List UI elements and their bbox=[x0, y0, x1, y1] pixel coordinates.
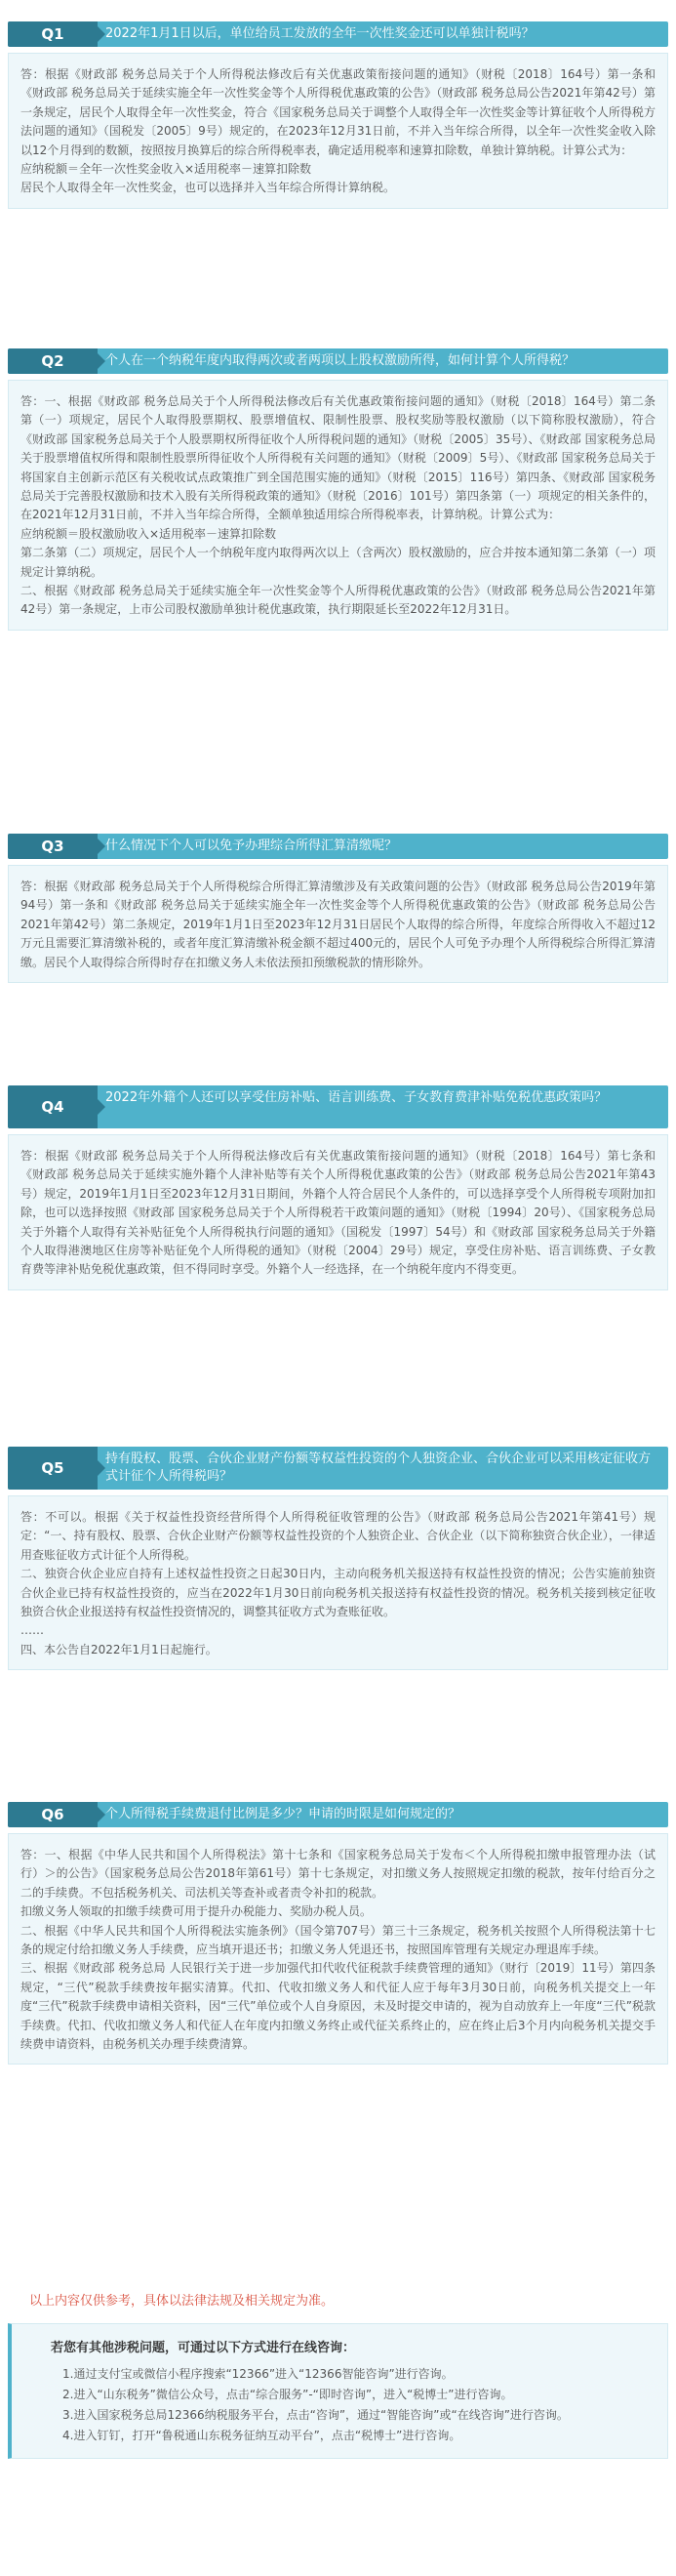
answer-paragraph: …… bbox=[20, 1623, 44, 1638]
answer-paragraph: 二、独资合伙企业应自持有上述权益性投资之日起30日内，主动向税务机关报送持有权益性投资的情况；公告实施前独资合伙企业已持有权益性投资的，应当在2022年1月30日前向税务机关报送持有权益性投资的情况。税务机关接到核定征收独资合伙企业报送持有权益性投资情况的，调整其征收方式为查账征收。 bbox=[20, 1567, 656, 1619]
faq-item-q4 bbox=[8, 1085, 668, 1290]
faq-number: Q6 bbox=[8, 1802, 98, 1827]
answer-paragraph: 答：一、根据《财政部 税务总局关于个人所得税法修改后有关优惠政策衔接问题的通知》（财税〔2018〕164号）第二条第（一）项规定，居民个人取得股票期权、股票增值权、限制性股票、股权奖励等股权激励（以下简称股权激励），符合《财政部 国家税务总局关于个人股票期权所得征收个人所得税问题的通知》（财税〔2005〕35号）、《财政部 国家税务总局关于股票增值权所得和限制性股票所得征收个人所得税有关问题的通知》（财税〔2009〕5号）、《财政部 国家税务总局关于将国家自主创新示范区有关税收试点政策推广到全国范围实施的通知》（财税〔2015〕116号）第四条、《财政部 国家税务总局关于完善股权激励和技术入股有关所得税政策的通知》（财税〔2016〕101号）第四条第（一）项规定的相关条件的，在2021年12月31日前，不并入当年综合所得，全额单独适用综合所得税率表，计算纳税。计算公式为： bbox=[20, 394, 656, 522]
faq-question-bar bbox=[8, 1802, 668, 1827]
faq-number: Q3 bbox=[8, 834, 98, 859]
faq-question-bar bbox=[8, 1447, 668, 1490]
faq-question: 2022年1月1日以后，单位给员工发放的全年一次性奖金还可以单独计税吗？ bbox=[105, 26, 535, 41]
faq-number: Q1 bbox=[8, 21, 98, 47]
faq-number: Q4 bbox=[8, 1085, 98, 1128]
faq-answer bbox=[8, 865, 668, 983]
answer-paragraph: 第二条第（二）项规定，居民个人一个纳税年度内取得两次以上（含两次）股权激励的，应合并按本通知第二条第（一）项规定计算纳税。 bbox=[20, 546, 656, 579]
faq-number: Q2 bbox=[8, 348, 98, 374]
faq-question: 2022年外籍个人还可以享受住房补贴、语言训练费、子女教育费津补贴免税优惠政策吗？ bbox=[105, 1090, 608, 1105]
consultation-item: 3.进入国家税务总局12366纳税服务平台，点击“咨询”，通过“智能咨询”或“在线咨询”进行咨询。 bbox=[62, 2408, 569, 2422]
faq-item-q5 bbox=[8, 1447, 668, 1670]
answer-paragraph: 居民个人取得全年一次性奖金，也可以选择并入当年综合所得计算纳税。 bbox=[20, 181, 396, 195]
faq-item-q6 bbox=[8, 1802, 668, 2065]
faq-question-bar bbox=[8, 348, 668, 374]
faq-answer bbox=[8, 1833, 668, 2065]
answer-paragraph: 扣缴义务人领取的扣缴手续费可用于提升办税能力、奖励办税人员。 bbox=[20, 1904, 373, 1919]
answer-paragraph: 四、本公告自2022年1月1日起施行。 bbox=[20, 1642, 218, 1656]
faq-number: Q5 bbox=[8, 1447, 98, 1490]
consultation-item: 2.进入“山东税务”微信公众号，点击“综合服务”-“即时咨询”，进入“税博士”进行咨询。 bbox=[62, 2388, 513, 2401]
answer-paragraph: 答：根据《财政部 税务总局关于个人所得税法修改后有关优惠政策衔接问题的通知》（财税〔2018〕164号）第七条和《财政部 税务总局关于延续实施外籍个人津补贴等有关个人所得税优惠政策的公告》（财政部 税务总局公告2021年第43号）规定，2019年1月1日至2023年12月31日期间，外籍个人符合居民个人条件的，可以选择享受个人所得税专项附加扣除，也可以选择按照《财政部 国家税务总局关于个人所得税若干政策问题的通知》（财税〔1994〕20号）、《国家税务总局关于外籍个人取得有关补贴征免个人所得税执行问题的通知》（国税发〔1997〕54号）和《财政部 国家税务总局关于外籍个人取得港澳地区住房等补贴征免个人所得税的通知》（财税〔2004〕29号）规定，享受住房补贴、语言训练费、子女教育费等津补贴免税优惠政策，但不得同时享受。外籍个人一经选择，在一个纳税年度内不得变更。 bbox=[20, 1149, 656, 1277]
answer-paragraph: 答：一、根据《中华人民共和国个人所得税法》第十七条和《国家税务总局关于发布＜个人所得税扣缴申报管理办法（试行）＞的公告》（国家税务总局公告2018年第61号）第十七条规定，对扣缴义务人按照规定扣缴的税款，按年付给百分之二的手续费。不包括税务机关、司法机关等查补或者责令补扣的税款。 bbox=[20, 1848, 656, 1900]
faq-item-q1 bbox=[8, 21, 668, 209]
disclaimer-note: 以上内容仅供参考，具体以法律法规及相关规定为准。 bbox=[29, 2294, 335, 2309]
faq-answer bbox=[8, 53, 668, 209]
faq-answer bbox=[8, 1134, 668, 1290]
answer-paragraph: 答：不可以。根据《关于权益性投资经营所得个人所得税征收管理的公告》（财政部 税务总局公告2021年第41号）规定：“一、持有股权、股票、合伙企业财产份额等权益性投资的个人独资企业、合伙企业（以下简称独资合伙企业），一律适用查账征收方式计征个人所得税。 bbox=[20, 1510, 656, 1562]
answer-paragraph: 答：根据《财政部 税务总局关于个人所得税法修改后有关优惠政策衔接问题的通知》（财税〔2018〕164号）第一条和《财政部 税务总局关于延续实施全年一次性奖金等个人所得税优惠政策的公告》（财政部 税务总局公告2021年第42号）第一条规定，居民个人取得全年一次性奖金，符合《国家税务总局关于调整个人取得全年一次性奖金等计算征收个人所得税方法问题的通知》（国税发〔2005〕9号）规定的，在2023年12月31日前，不并入当年综合所得，以全年一次性奖金收入除以12个月得到的数额，按照按月换算后的综合所得税率表，确定适用税率和速算扣除数，单独计算纳税。计算公式为： bbox=[20, 67, 656, 157]
answer-paragraph: 二、根据《财政部 税务总局关于延续实施全年一次性奖金等个人所得税优惠政策的公告》（财政部 税务总局公告2021年第42号）第一条规定，上市公司股权激励单独计税优惠政策，执行期限延长至2022年12月31日。 bbox=[20, 584, 656, 617]
consultation-item: 1.通过支付宝或微信小程序搜索“12366”进入“12366智能咨询”进行咨询。 bbox=[62, 2367, 454, 2381]
consultation-item: 4.进入钉钉，打开“鲁税通山东税务征纳互动平台”，点击“税博士”进行咨询。 bbox=[62, 2429, 461, 2442]
answer-paragraph: 应纳税额＝全年一次性奖金收入×适用税率－速算扣除数 bbox=[20, 162, 312, 177]
answer-paragraph: 三、根据《财政部 税务总局 人民银行关于进一步加强代扣代收代征税款手续费管理的通知》（财行〔2019〕11号）第四条规定，“三代”税款手续费按年据实清算。代扣、代收扣缴义务人和代征人应于每年3月30日前，向税务机关提交上一年度“三代”税款手续费申请相关资料，因“三代”单位或个人自身原因，未及时提交申请的，视为自动放弃上一年度“三代”税款手续费。代扣、代收扣缴义务人和代征人在年度内扣缴义务终止或代征关系终止的，应在终止后3个月内向税务机关提交手续费申请资料，由税务机关办理手续费清算。 bbox=[20, 1961, 656, 2052]
answer-paragraph: 答：根据《财政部 税务总局关于个人所得税综合所得汇算清缴涉及有关政策问题的公告》（财政部 税务总局公告2019年第94号）第一条和《财政部 税务总局关于延续实施全年一次性奖金等个人所得税优惠政策的公告》（财政部 税务总局公告2021年第42号）第二条规定，2019年1月1日至2023年12月31日居民个人取得的综合所得，年度综合所得收入不超过12万元且需要汇算清缴补税的，或者年度汇算清缴补税金额不超过400元的，居民个人可免予办理个人所得税综合所得汇算清缴。居民个人取得综合所得时存在扣缴义务人未依法预扣预缴税款的情形除外。 bbox=[20, 879, 656, 969]
answer-paragraph: 应纳税额＝股权激励收入×适用税率－速算扣除数 bbox=[20, 526, 277, 541]
faq-question: 个人所得税手续费退付比例是多少？申请的时限是如何规定的？ bbox=[105, 1807, 461, 1821]
faq-question-bar bbox=[8, 834, 668, 859]
faq-item-q2 bbox=[8, 348, 668, 631]
faq-question: 个人在一个纳税年度内取得两次或者两项以上股权激励所得，如何计算个人所得税？ bbox=[105, 353, 576, 368]
faq-item-q3 bbox=[8, 834, 668, 983]
faq-answer bbox=[8, 380, 668, 631]
answer-paragraph: 二、根据《中华人民共和国个人所得税法实施条例》（国令第707号）第三十三条规定，税务机关按照个人所得税法第十七条的规定付给扣缴义务人手续费，应当填开退还书；扣缴义务人凭退还书，按照国库管理有关规定办理退库手续。 bbox=[20, 1923, 656, 1957]
faq-question: 持有股权、股票、合伙企业财产份额等权益性投资的个人独资企业、合伙企业可以采用核定征收方式计征个人所得税吗？ bbox=[105, 1452, 652, 1484]
faq-question-bar bbox=[8, 1085, 668, 1128]
faq-answer bbox=[8, 1495, 668, 1670]
faq-question: 什么情况下个人可以免予办理综合所得汇算清缴呢？ bbox=[105, 838, 398, 853]
faq-question-bar bbox=[8, 21, 668, 47]
consultation-title: 若您有其他涉税问题，可通过以下方式进行在线咨询： bbox=[51, 2341, 356, 2355]
consultation-box bbox=[8, 2323, 668, 2459]
